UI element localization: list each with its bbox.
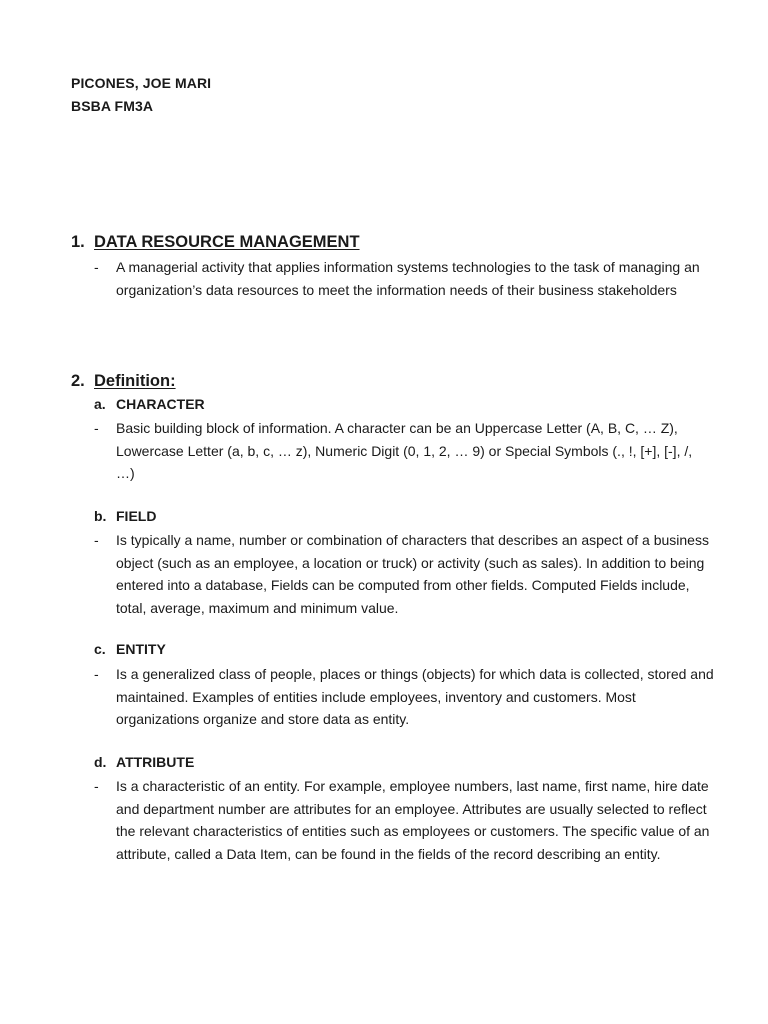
item-letter: b. (94, 508, 107, 524)
subheading-entity (94, 641, 166, 657)
subheading-character (94, 396, 205, 412)
item-term: CHARACTER (116, 396, 205, 412)
section-title: DATA RESOURCE MANAGEMENT (94, 233, 360, 251)
item-term: ENTITY (116, 641, 166, 657)
course-section: BSBA FM3A (71, 98, 154, 114)
student-name: PICONES, JOE MARI (71, 75, 212, 91)
definition-paragraph (94, 256, 714, 301)
subheading-field (94, 508, 156, 524)
paragraph-text: Is typically a name, number or combination of characters that describes an aspect of a business object (such as an employee, a location or truck) or activity (such as sales). In addition to being entered into a database, Fields can be computed from other fields. Computed Fields include, total, average, maximum and minimum value. (116, 532, 709, 616)
dash-bullet: - (94, 259, 99, 275)
paragraph-text: Basic building block of information. A character can be an Uppercase Letter (A, B, C, … Z), Lowercase Letter (a, b, c, … z), Numeric Digit (0, 1, 2, … 9) or Special Symbols (., !, [+], [-], /, …) (116, 420, 693, 481)
dash-bullet: - (94, 666, 99, 682)
item-letter: c. (94, 641, 106, 657)
field-paragraph (94, 529, 714, 619)
paragraph-text: A managerial activity that applies information systems technologies to the task of managing an organization’s data resources to meet the information needs of their business stakeholders (116, 259, 700, 298)
paragraph-text: Is a characteristic of an entity. For example, employee numbers, last name, first name, hire date and department number are attributes for an employee. Attributes are usually selected to reflect the relevant characteristics of entities such as employees or customers. The specific value of an attribute, called a Data Item, can be found in the fields of the record describing an entity. (116, 778, 710, 862)
section-heading-data-resource-management (71, 233, 360, 252)
dash-bullet: - (94, 532, 99, 548)
section-number: 1. (71, 233, 85, 251)
section-title: Definition: (94, 372, 176, 390)
subheading-attribute (94, 754, 194, 770)
dash-bullet: - (94, 420, 99, 436)
item-term: ATTRIBUTE (116, 754, 195, 770)
section-number: 2. (71, 372, 85, 390)
item-letter: a. (94, 396, 106, 412)
item-letter: d. (94, 754, 107, 770)
section-heading-definition (71, 372, 176, 391)
item-term: FIELD (116, 508, 157, 524)
paragraph-text: Is a generalized class of people, places or things (objects) for which data is collected, stored and maintained. Examples of entities include employees, inventory and customers. Most organizations organize and store data as entity. (116, 666, 714, 727)
character-paragraph (94, 417, 714, 485)
entity-paragraph (94, 663, 714, 731)
attribute-paragraph (94, 775, 714, 865)
dash-bullet: - (94, 778, 99, 794)
